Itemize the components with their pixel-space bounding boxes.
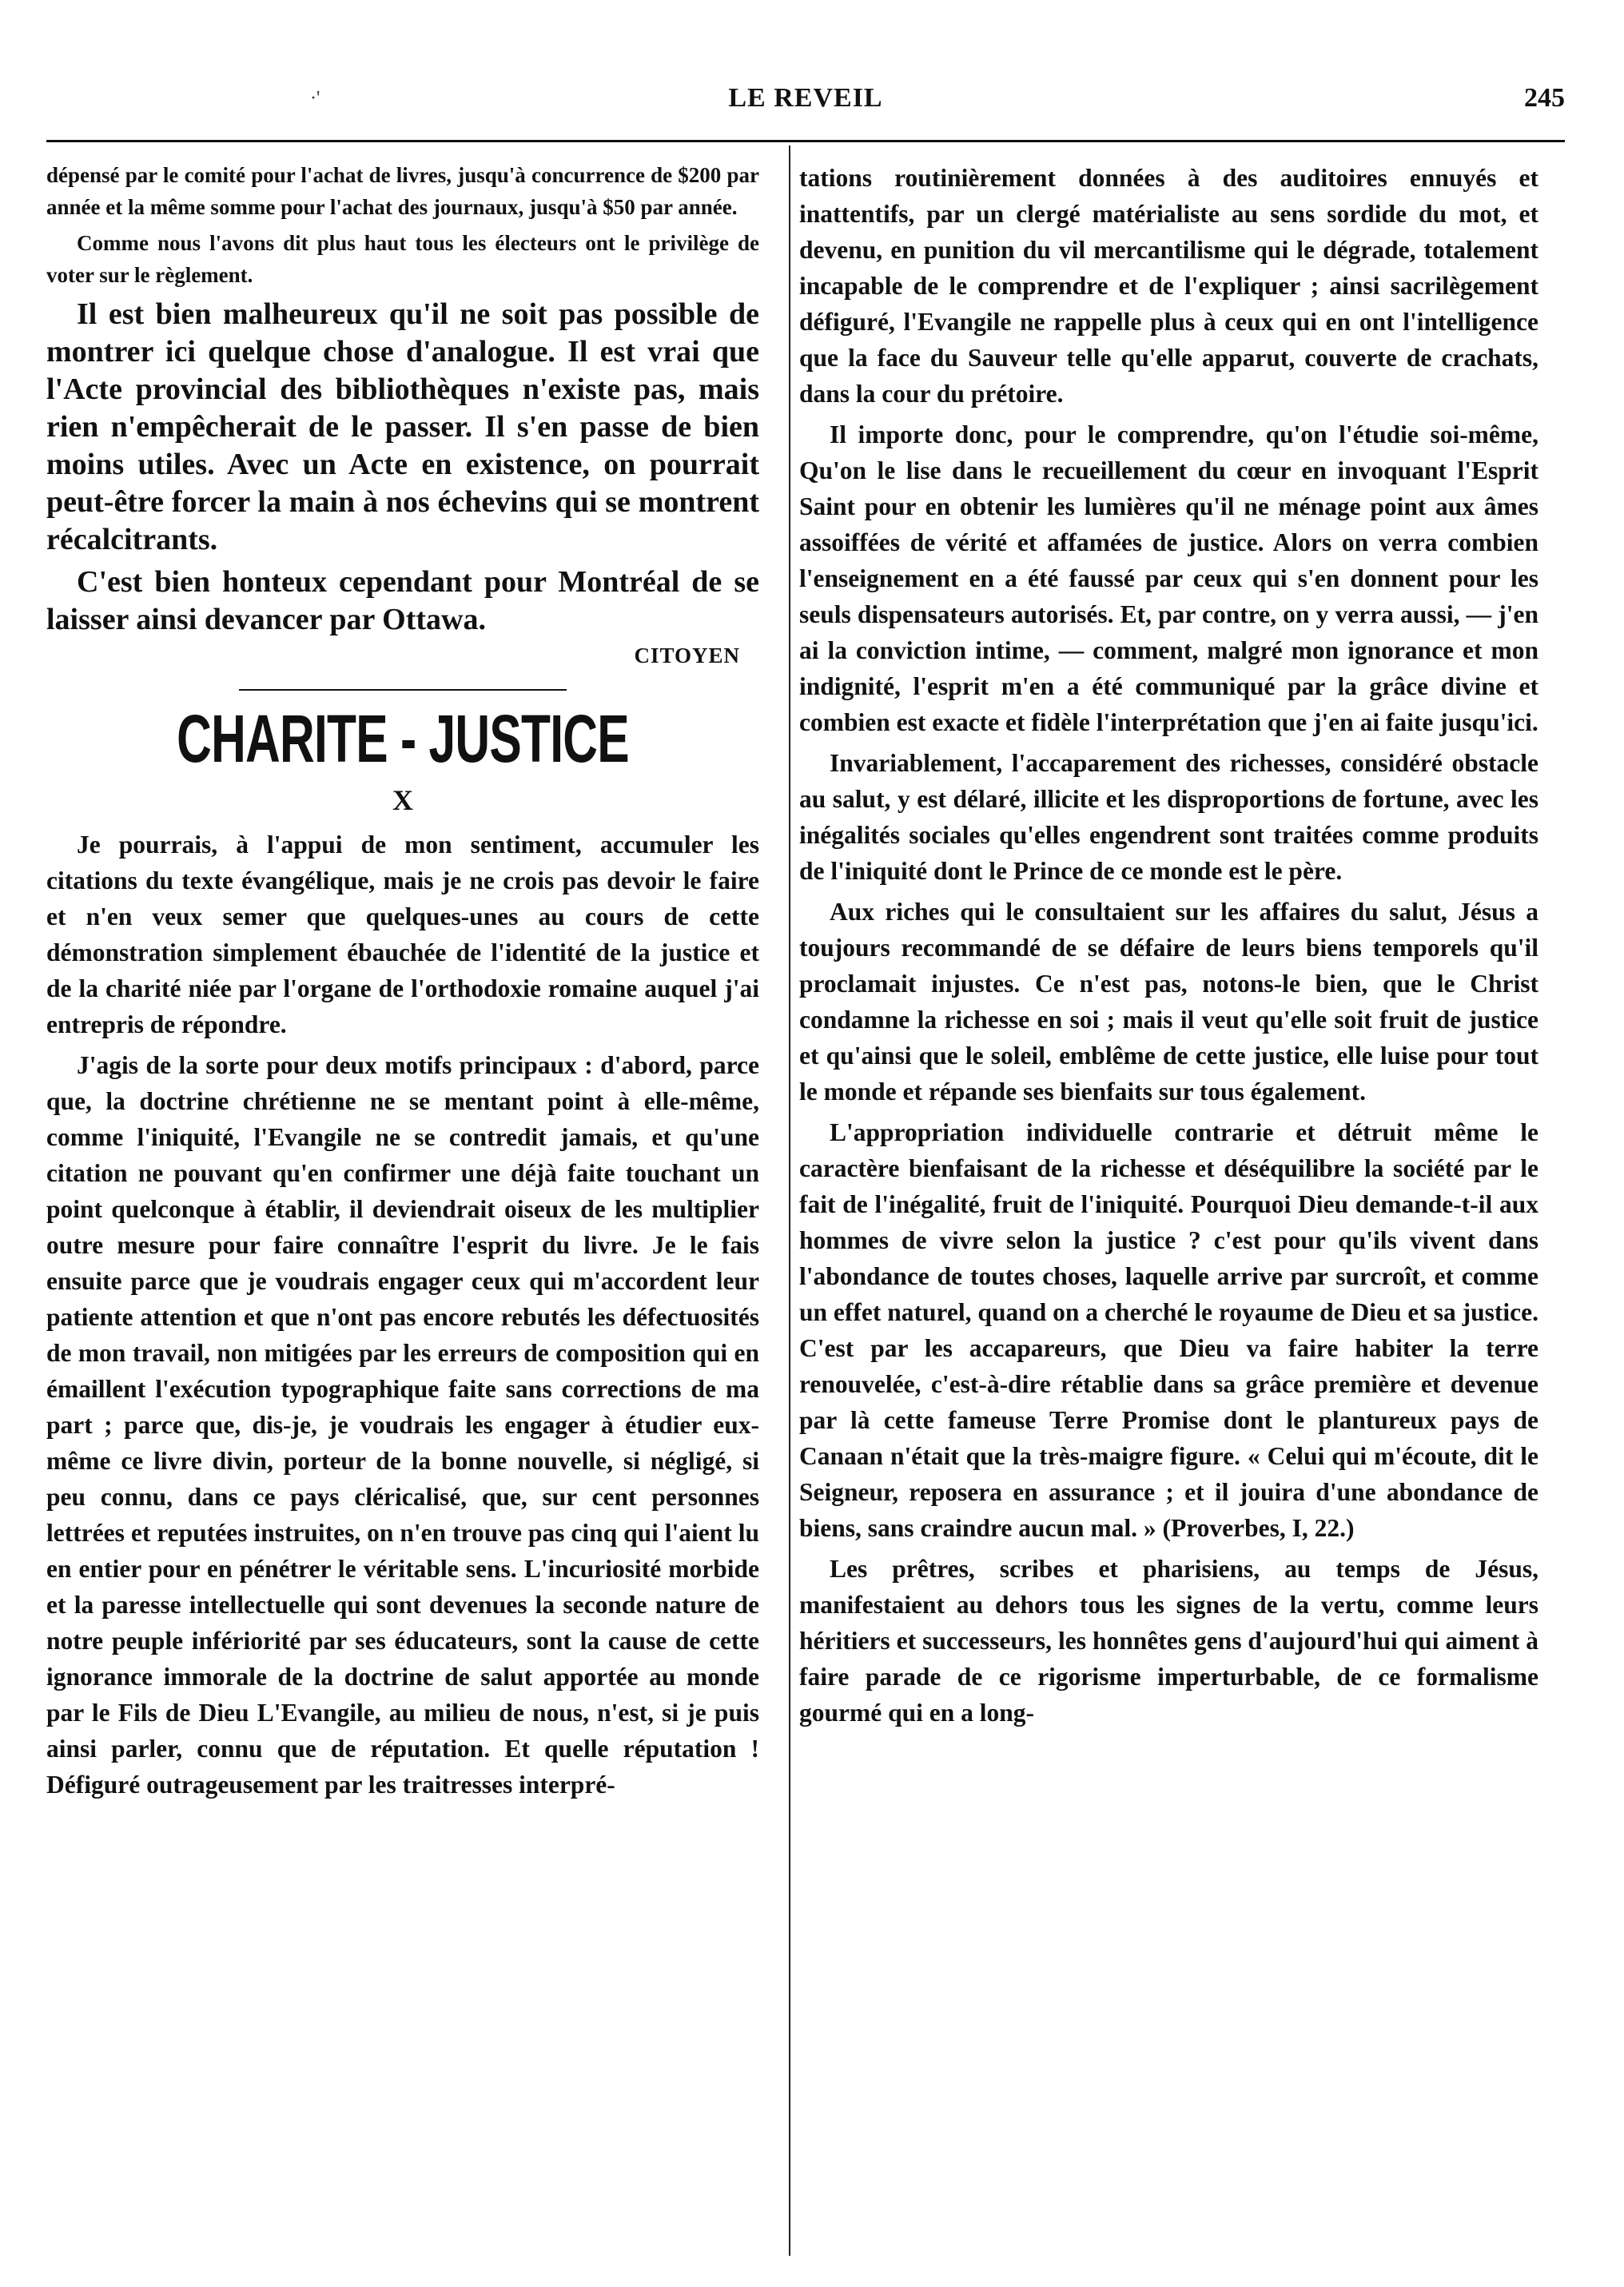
section-numeral: X [392, 784, 413, 816]
header-rule [46, 140, 1565, 142]
section-title: CHARITE - JUSTICE [177, 701, 629, 776]
article-paragraph: Aux riches qui le consultaient sur les affaires du salut, Jésus a toujours recommandé de se défaire de leurs biens temporels qu'il proclamait injustes. Ce n'est pas, notons-le bien, que le Christ condamne la richesse en soi ; mais il veut qu'elle soit fruit de justice et qu'ainsi que le soleil, emblême de cette justice, elle luise pour tout le monde et répande ses bienfaits sur tous également. [799, 898, 1538, 1106]
article-paragraph: Il importe donc, pour le comprendre, qu'on l'étudie soi-même, Qu'on le lise dans le recueillement du cœur en invoquant l'Esprit Saint pour en obtenir les lumières qu'il ne ménage point aux âmes assoiffées de vérité et affamées de justice. Alors on verra combien l'enseignement en a été faussé par ceux qui s'en donnent pour les seuls dispensateurs autorisés. Et, par contre, on y verra aussi, — j'en ai la conviction intime, — comment, malgré mon ignorance et mon indignité, l'esprit m'en a été communiqué par la grâce divine et combien est exacte et fidèle l'interprétation que j'en ai faite jusqu'ici. [799, 420, 1538, 736]
article-paragraph: Invariablement, l'accaparement des richesses, considéré obstacle au salut, y est délaré, illicite et les disproportions de fortune, avec les inégalités sociales qu'elles engendrent sont traitées comme produits de l'iniquité dont le Prince de ce monde est le père. [799, 749, 1538, 885]
right-column [799, 160, 1538, 1735]
article-paragraph: J'agis de la sorte pour deux motifs principaux : d'abord, parce que, la doctrine chrétienne ne se mentant point à elle-même, comme l'iniquité, l'Evangile ne se contredit jamais, et qu'une citation ne pouvant qu'en confirmer une déjà faite touchant un point quelconque à établir, il deviendrait oiseux de les multiplier outre mesure pour faire connaître l'esprit du livre. Je le fais ensuite parce que je voudrais engager ceux qui m'accordent leur patiente attention et que n'ont pas encore rebutés les défectuosités de mon travail, non mitigées par les erreurs de composition qui en émaillent l'exécution typographique faite sans corrections de ma part ; parce que, dis-je, je voudrais les engager à étudier eux-même ce livre divin, porteur de la bonne nouvelle, si négligé, si peu connu, dans ce pays cléricalisé, que, sur cent personnes lettrées et reputées instruites, on n'en trouve pas cinq qui l'aient lu en entier pour en pénétrer le véritable sens. L'incuriosité morbide et la paresse intellectuelle qui sont devenues la seconde nature de notre peuple infériorité par ses éducateurs, sont la cause de cette ignorance immorale de la doctrine de salut apportée au monde par le Fils de Dieu L'Evangile, au milieu de nous, n'est, si je puis ainsi parler, connu que de réputation. Et quelle réputation ! Défiguré outrageusement par les traitresses interpré- [46, 1051, 759, 1799]
column-divider [789, 145, 790, 2256]
running-title: LE REVEIL [728, 83, 883, 113]
editorial-paragraph: C'est bien honteux cependant pour Montréal de se laisser ainsi devancer par Ottawa. [46, 565, 759, 636]
signature: CITOYEN [634, 643, 740, 667]
intro-paragraph: dépensé par le comité pour l'achat de livres, jusqu'à concurrence de $200 par année et la même somme pour l'achat des journaux, jusqu'à $50 par année. [46, 163, 759, 219]
print-speck: ·' [310, 88, 320, 109]
left-column [46, 160, 759, 1807]
section-rule [239, 689, 567, 691]
page-header [46, 67, 1565, 123]
editorial-paragraph: Il est bien malheureux qu'il ne soit pas possible de montrer ici quelque chose d'analogue. Il est vrai que l'Acte provincial des bibliothèques n'existe pas, mais rien n'empêcherait de le passer. Il s'en passe de bien moins utiles. Avec un Acte en existence, on pourrait peut-être forcer la main à nos échevins qui se montrent récalcitrants. [46, 297, 759, 556]
intro-paragraph: Comme nous l'avons dit plus haut tous les électeurs ont le privilège de voter sur le règlement. [46, 231, 759, 287]
page-number: 245 [1524, 83, 1565, 113]
article-paragraph: Les prêtres, scribes et pharisiens, au temps de Jésus, manifestaient au dehors tous les signes de la vertu, comme leurs héritiers et successeurs, les honnêtes gens d'aujourd'hui qui aiment à faire parade de ce rigorisme imperturbable, de ce formalisme gourmé qui en a long- [799, 1555, 1538, 1727]
article-paragraph: L'appropriation individuelle contrarie et détruit même le caractère bienfaisant de la richesse et déséquilibre la société par le fait de l'inégalité, fruit de l'iniquité. Pourquoi Dieu demande-t-il aux hommes de vivre selon la justice ? c'est pour qu'ils vivent dans l'abondance de toutes choses, laquelle arrive par surcroît, et comme un effet naturel, quand on a cherché le royaume de Dieu et sa justice. C'est par les accapareurs, que Dieu va faire habiter la terre renouvelée, c'est-à-dire rétablie dans sa grâce première et devenue par là cette fameuse Terre Promise dont le plantureux pays de Canaan n'était que la très-maigre figure. « Celui qui m'écoute, dit le Seigneur, reposera en assurance ; et il jouira d'une abondance de biens, sans craindre aucun mal. » (Proverbes, I, 22.) [799, 1118, 1538, 1542]
article-paragraph: Je pourrais, à l'appui de mon sentiment, accumuler les citations du texte évangélique, mais je ne crois pas devoir le faire et n'en veux semer que quelques-unes au cours de cette démonstration simplement ébauchée de l'identité de la justice et de la charité niée par l'organe de l'orthodoxie romaine auquel j'ai entrepris de répondre. [46, 831, 759, 1038]
article-paragraph: tations routinièrement données à des auditoires ennuyés et inattentifs, par un clergé matérialiste au sens sordide du mot, et devenu, en punition du vil mercantilisme qui le dégrade, totalement incapable de le comprendre et de l'expliquer ; ainsi sacrilègement défiguré, l'Evangile ne rappelle plus à ceux qui en ont l'intelligence que la face du Sauveur telle qu'elle apparut, couverte de crachats, dans la cour du prétoire. [799, 164, 1538, 408]
